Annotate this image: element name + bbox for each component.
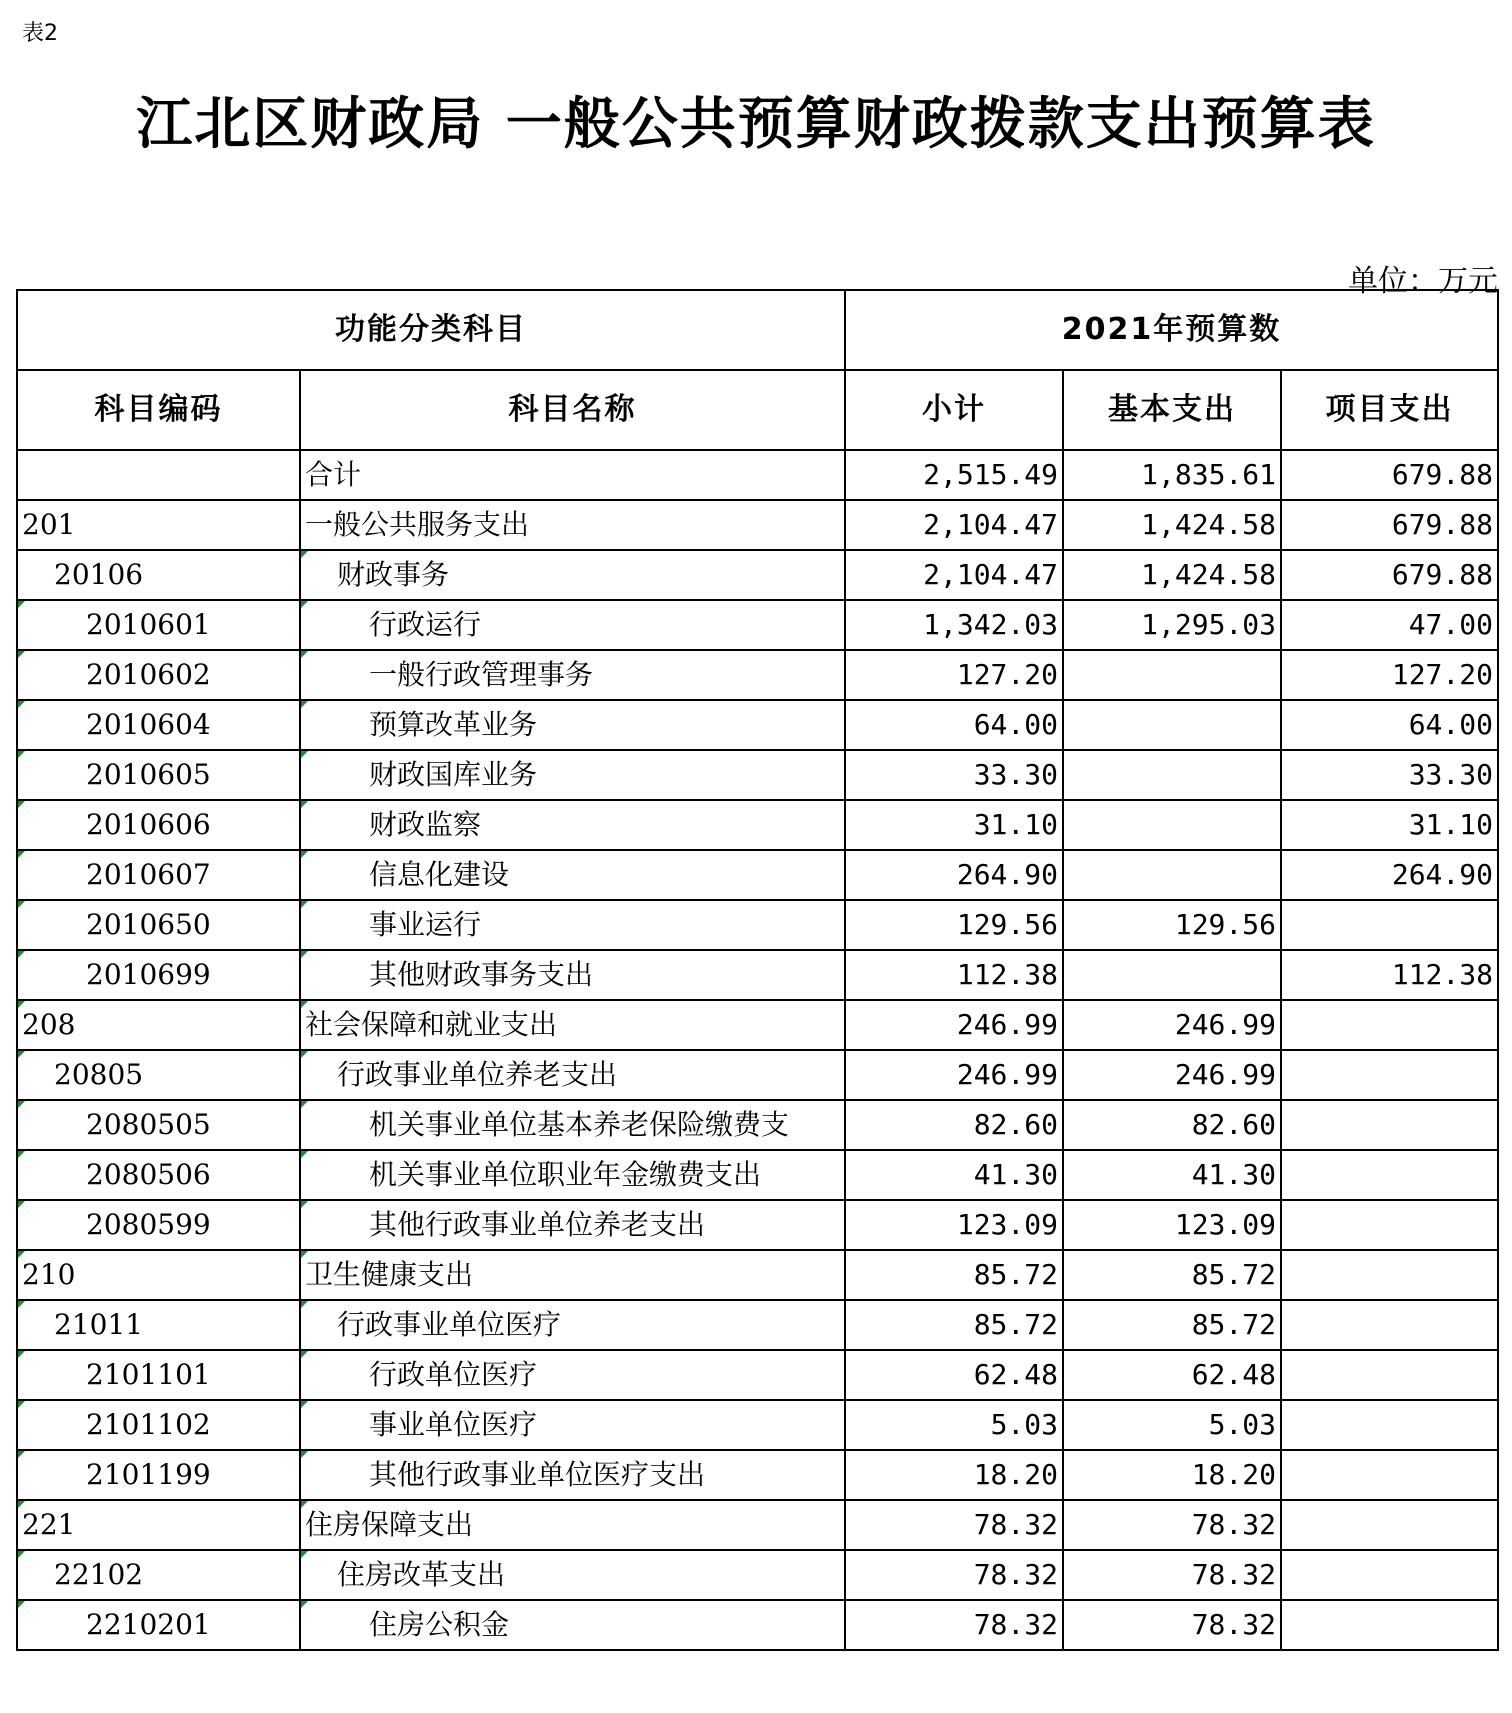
cell-name: 其他行政事业单位养老支出 xyxy=(300,1200,845,1250)
cell-basic xyxy=(1063,850,1281,900)
cell-basic: 82.60 xyxy=(1063,1100,1281,1150)
table-row xyxy=(17,1300,1498,1350)
cell-basic: 78.32 xyxy=(1063,1550,1281,1600)
cell-code: 20106 xyxy=(17,550,300,600)
cell-subtotal: 246.99 xyxy=(845,1000,1063,1050)
header-basic: 基本支出 xyxy=(1063,370,1281,450)
table-row xyxy=(17,1250,1498,1300)
cell-basic: 78.32 xyxy=(1063,1600,1281,1650)
cell-name: 行政事业单位养老支出 xyxy=(300,1050,845,1100)
cell-name: 卫生健康支出 xyxy=(300,1250,845,1300)
cell-subtotal: 33.30 xyxy=(845,750,1063,800)
table-row xyxy=(17,1500,1498,1550)
cell-subtotal: 78.32 xyxy=(845,1600,1063,1650)
table-row xyxy=(17,1150,1498,1200)
cell-code: 2210201 xyxy=(17,1600,300,1650)
cell-name: 行政事业单位医疗 xyxy=(300,1300,845,1350)
cell-project xyxy=(1281,1300,1498,1350)
cell-code: 2101101 xyxy=(17,1350,300,1400)
cell-code: 2010602 xyxy=(17,650,300,700)
cell-code: 221 xyxy=(17,1500,300,1550)
cell-project: 112.38 xyxy=(1281,950,1498,1000)
table-row xyxy=(17,1050,1498,1100)
cell-subtotal: 1,342.03 xyxy=(845,600,1063,650)
cell-project: 679.88 xyxy=(1281,550,1498,600)
cell-code: 2080505 xyxy=(17,1100,300,1150)
cell-project xyxy=(1281,1600,1498,1650)
cell-subtotal: 82.60 xyxy=(845,1100,1063,1150)
cell-name: 其他财政事务支出 xyxy=(300,950,845,1000)
table-row xyxy=(17,700,1498,750)
cell-name: 一般行政管理事务 xyxy=(300,650,845,700)
cell-basic xyxy=(1063,950,1281,1000)
table-row xyxy=(17,850,1498,900)
cell-project xyxy=(1281,900,1498,950)
table-row xyxy=(17,500,1498,550)
cell-basic: 1,835.61 xyxy=(1063,450,1281,500)
cell-basic: 62.48 xyxy=(1063,1350,1281,1400)
cell-basic: 1,424.58 xyxy=(1063,550,1281,600)
cell-subtotal: 123.09 xyxy=(845,1200,1063,1250)
cell-code: 2101102 xyxy=(17,1400,300,1450)
cell-name: 社会保障和就业支出 xyxy=(300,1000,845,1050)
cell-subtotal: 78.32 xyxy=(845,1550,1063,1600)
cell-basic xyxy=(1063,750,1281,800)
table-row xyxy=(17,1600,1498,1650)
cell-project: 264.90 xyxy=(1281,850,1498,900)
cell-subtotal: 129.56 xyxy=(845,900,1063,950)
cell-project: 679.88 xyxy=(1281,500,1498,550)
cell-basic: 78.32 xyxy=(1063,1500,1281,1550)
cell-basic: 18.20 xyxy=(1063,1450,1281,1500)
cell-code: 2010601 xyxy=(17,600,300,650)
cell-basic: 5.03 xyxy=(1063,1400,1281,1450)
cell-name: 事业运行 xyxy=(300,900,845,950)
cell-basic xyxy=(1063,800,1281,850)
table-row xyxy=(17,1550,1498,1600)
cell-name: 机关事业单位基本养老保险缴费支 xyxy=(300,1100,845,1150)
cell-code: 2080599 xyxy=(17,1200,300,1250)
cell-project xyxy=(1281,1200,1498,1250)
cell-code xyxy=(17,450,300,500)
table-row xyxy=(17,1400,1498,1450)
cell-basic: 129.56 xyxy=(1063,900,1281,950)
cell-subtotal: 127.20 xyxy=(845,650,1063,700)
cell-project xyxy=(1281,1500,1498,1550)
table-row xyxy=(17,1450,1498,1500)
cell-name: 其他行政事业单位医疗支出 xyxy=(300,1450,845,1500)
cell-project xyxy=(1281,1450,1498,1500)
table-row xyxy=(17,1100,1498,1150)
cell-name: 财政国库业务 xyxy=(300,750,845,800)
cell-subtotal: 2,515.49 xyxy=(845,450,1063,500)
cell-name: 住房保障支出 xyxy=(300,1500,845,1550)
table-row xyxy=(17,550,1498,600)
table-row xyxy=(17,600,1498,650)
header-row-columns xyxy=(17,370,1498,450)
cell-subtotal: 41.30 xyxy=(845,1150,1063,1200)
cell-subtotal: 85.72 xyxy=(845,1300,1063,1350)
cell-subtotal: 5.03 xyxy=(845,1400,1063,1450)
cell-project: 47.00 xyxy=(1281,600,1498,650)
cell-subtotal: 246.99 xyxy=(845,1050,1063,1100)
table-row xyxy=(17,1000,1498,1050)
header-budget-group: 2021年预算数 xyxy=(845,290,1498,370)
cell-project xyxy=(1281,1050,1498,1100)
cell-name: 机关事业单位职业年金缴费支出 xyxy=(300,1150,845,1200)
cell-code: 2010699 xyxy=(17,950,300,1000)
cell-code: 2010607 xyxy=(17,850,300,900)
cell-subtotal: 64.00 xyxy=(845,700,1063,750)
header-function-group: 功能分类科目 xyxy=(17,290,845,370)
cell-project xyxy=(1281,1400,1498,1450)
cell-code: 2101199 xyxy=(17,1450,300,1500)
header-subtotal: 小计 xyxy=(845,370,1063,450)
cell-basic: 123.09 xyxy=(1063,1200,1281,1250)
cell-name: 住房改革支出 xyxy=(300,1550,845,1600)
cell-basic: 1,424.58 xyxy=(1063,500,1281,550)
cell-basic: 1,295.03 xyxy=(1063,600,1281,650)
cell-subtotal: 31.10 xyxy=(845,800,1063,850)
cell-name: 行政运行 xyxy=(300,600,845,650)
header-code: 科目编码 xyxy=(17,370,300,450)
cell-name: 财政事务 xyxy=(300,550,845,600)
cell-project: 31.10 xyxy=(1281,800,1498,850)
cell-project xyxy=(1281,1000,1498,1050)
unit-label: 单位：万元 xyxy=(1348,264,1498,299)
table-row xyxy=(17,1200,1498,1250)
cell-name: 合计 xyxy=(300,450,845,500)
cell-name: 财政监察 xyxy=(300,800,845,850)
cell-code: 210 xyxy=(17,1250,300,1300)
cell-project: 33.30 xyxy=(1281,750,1498,800)
cell-code: 22102 xyxy=(17,1550,300,1600)
table-row xyxy=(17,1350,1498,1400)
cell-basic: 85.72 xyxy=(1063,1250,1281,1300)
cell-code: 201 xyxy=(17,500,300,550)
cell-code: 2010650 xyxy=(17,900,300,950)
cell-name: 信息化建设 xyxy=(300,850,845,900)
cell-name: 行政单位医疗 xyxy=(300,1350,845,1400)
cell-subtotal: 18.20 xyxy=(845,1450,1063,1500)
header-project: 项目支出 xyxy=(1281,370,1498,450)
cell-code: 2010604 xyxy=(17,700,300,750)
cell-project xyxy=(1281,1250,1498,1300)
budget-table xyxy=(16,289,1499,1651)
cell-project xyxy=(1281,1350,1498,1400)
cell-name: 住房公积金 xyxy=(300,1600,845,1650)
table-row xyxy=(17,950,1498,1000)
cell-project xyxy=(1281,1550,1498,1600)
cell-project: 64.00 xyxy=(1281,700,1498,750)
cell-basic: 85.72 xyxy=(1063,1300,1281,1350)
cell-project xyxy=(1281,1100,1498,1150)
table-row xyxy=(17,450,1498,500)
cell-basic xyxy=(1063,700,1281,750)
cell-basic: 41.30 xyxy=(1063,1150,1281,1200)
cell-subtotal: 62.48 xyxy=(845,1350,1063,1400)
table-row xyxy=(17,750,1498,800)
cell-subtotal: 2,104.47 xyxy=(845,500,1063,550)
header-name: 科目名称 xyxy=(300,370,845,450)
cell-code: 2010606 xyxy=(17,800,300,850)
table-row xyxy=(17,900,1498,950)
cell-basic: 246.99 xyxy=(1063,1000,1281,1050)
cell-subtotal: 2,104.47 xyxy=(845,550,1063,600)
cell-subtotal: 85.72 xyxy=(845,1250,1063,1300)
cell-name: 预算改革业务 xyxy=(300,700,845,750)
cell-basic xyxy=(1063,650,1281,700)
cell-subtotal: 78.32 xyxy=(845,1500,1063,1550)
cell-name: 事业单位医疗 xyxy=(300,1400,845,1450)
cell-code: 2080506 xyxy=(17,1150,300,1200)
header-row-group xyxy=(17,290,1498,370)
cell-name: 一般公共服务支出 xyxy=(300,500,845,550)
cell-basic: 246.99 xyxy=(1063,1050,1281,1100)
cell-project: 127.20 xyxy=(1281,650,1498,700)
cell-code: 20805 xyxy=(17,1050,300,1100)
cell-code: 2010605 xyxy=(17,750,300,800)
cell-project: 679.88 xyxy=(1281,450,1498,500)
cell-subtotal: 264.90 xyxy=(845,850,1063,900)
table-row xyxy=(17,650,1498,700)
cell-code: 208 xyxy=(17,1000,300,1050)
table-label: 表2 xyxy=(22,21,58,46)
cell-code: 21011 xyxy=(17,1300,300,1350)
cell-subtotal: 112.38 xyxy=(845,950,1063,1000)
page-title: 江北区财政局 一般公共预算财政拨款支出预算表 xyxy=(136,92,1376,157)
table-row xyxy=(17,800,1498,850)
cell-project xyxy=(1281,1150,1498,1200)
